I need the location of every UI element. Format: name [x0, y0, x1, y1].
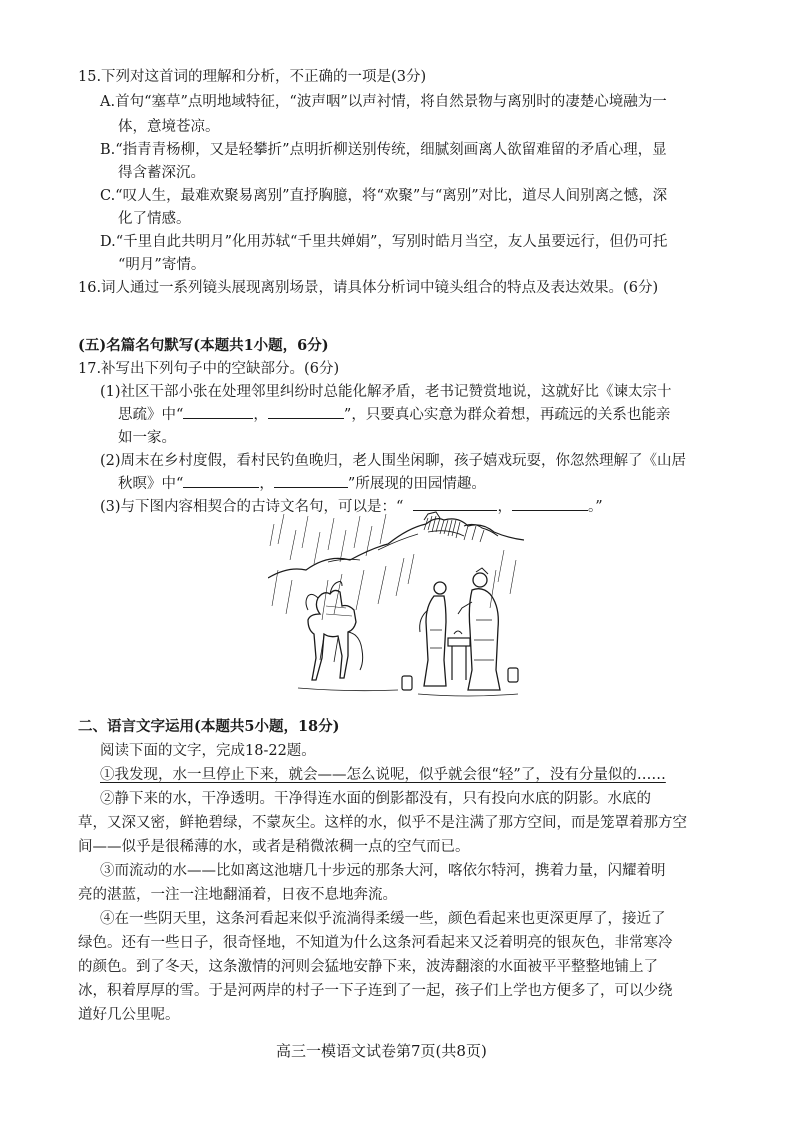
q15-option-c-line1: C.“叹人生，最难欢聚易离别”直抒胸臆，将“欢聚”与“离别”对比，道尽人间别离之憾，深 — [100, 188, 668, 204]
q17-p3-mid: ， — [497, 499, 512, 515]
q17-p2-post: ”所展现的田园情趣。 — [347, 476, 486, 492]
para4-line4: 冰，积着厚厚的雪。于是河两岸的村子一下子连到了一起，孩子们上学也方便多了，可以少绕 — [78, 983, 673, 999]
mountain-outline — [268, 519, 524, 578]
q17-p3-blank1[interactable] — [413, 496, 497, 511]
q17-p2-line2 — [118, 473, 486, 495]
farewell-illustration — [268, 510, 524, 710]
q16-text: 16.词人通过一系列镜头展现离别场景，请具体分析词中镜头组合的特点及表达效果。(6分) — [78, 280, 659, 296]
q17-p1-blank1[interactable] — [183, 404, 253, 419]
para4-line1: ④在一些阴天里，这条河看起来似乎流淌得柔缓一些，颜色看起来也更深更厚了，接近了 — [100, 911, 666, 927]
q15-option-a-line1: A.首句“塞草”点明地域特征，“波声咽”以声衬情，将自然景物与离别时的凄楚心境融为一 — [100, 94, 667, 110]
para2-line2: 草，又深又密，鲜艳碧绿，不蒙灰尘。这样的水，似乎不是注满了那方空间，而是笼罩着那方空 — [78, 815, 687, 831]
page-footer: 高三一模语文试卷第7页(共8页) — [276, 1042, 487, 1060]
q17-p3-post: 。” — [587, 499, 603, 515]
jar-right — [508, 668, 518, 682]
para4-line2: 绿色。还有一些日子，很奇怪地，不知道为什么这条河看起来又泛着明亮的银灰色，非常寒冷 — [78, 935, 673, 951]
q17-p3-pre: (3)与下图内容相契合的古诗文名句，可以是：“ — [100, 499, 404, 515]
q17-p1-pre: 思疏》中“ — [118, 407, 184, 423]
para1-underlined: ①我发现，水一旦停止下来，就会——怎么说呢，似乎就会很“轻”了，没有分量似的…… — [100, 767, 666, 783]
para2-line3: 间——似乎是很稀薄的水，或者是稍微浓稠一点的空气而已。 — [78, 839, 470, 855]
para2-line1: ②静下来的水，干净透明。干净得连水面的倒影都没有，只有投向水底的阴影。水底的 — [100, 791, 651, 807]
q17-p1-line1: (1)社区干部小张在处理邻里纠纷时总能化解矛盾，老书记赞赏地说，这就好比《谏太宗十 — [100, 384, 672, 400]
q15-option-d-line1: D.“千里自此共明月”化用苏轼“千里共婵娟”，写别时皓月当空，友人虽要远行，但仍可托 — [100, 234, 668, 250]
section2-intro: 阅读下面的文字，完成18-22题。 — [100, 743, 316, 759]
section5-title: (五)名篇名句默写(本题共1小题，6分) — [78, 337, 329, 354]
para3-line1: ③而流动的水——比如离这池塘几十步远的那条大河，喀依尔特河，携着力量，闪耀着明 — [100, 863, 666, 879]
rain-strokes — [270, 514, 516, 620]
q17-p2-line1: (2)周末在乡村度假，看村民钓鱼晚归，老人围坐闲聊，孩子嬉戏玩耍，你忽然理解了《山居 — [100, 453, 687, 469]
q17-p2-blank2[interactable] — [274, 473, 348, 488]
q17-p1-post: ”，只要真心实意为群众着想，再疏远的关系也能亲 — [343, 407, 671, 423]
para3-line2: 亮的湛蓝，一注一注地翻涌着，日夜不息地奔流。 — [78, 887, 397, 903]
horse — [306, 582, 363, 681]
q17-stem: 17.补写出下列句子中的空缺部分。(6分) — [78, 361, 340, 377]
q17-p1-line2 — [118, 404, 670, 426]
q17-p2-blank1[interactable] — [183, 473, 259, 488]
para4-line3: 的颜色。到了冬天，这条激情的河则会猛地安静下来，波涛翻滚的水面被平平整整地铺上了 — [78, 959, 658, 975]
q17-p2-mid: ， — [259, 476, 274, 492]
para4-line5: 道好几公里呢。 — [78, 1007, 180, 1023]
q15-option-a-line2: 体，意境苍凉。 — [118, 119, 220, 135]
figure-left — [420, 582, 446, 686]
q17-p2-pre: 秋暝》中“ — [118, 476, 184, 492]
q17-p3-blank2[interactable] — [512, 496, 588, 511]
section2-title: 二、语言文字运用(本题共5小题，18分) — [78, 718, 340, 735]
q17-p1-line3: 如一家。 — [118, 430, 176, 446]
jar-left — [402, 676, 412, 690]
q15-stem: 15.下列对这首词的理解和分析，不正确的一项是(3分) — [78, 69, 427, 85]
q15-option-d-line2: “明月”寄情。 — [118, 257, 206, 273]
table — [448, 631, 470, 680]
q17-p1-blank2[interactable] — [268, 404, 344, 419]
q15-option-c-line2: 化了情感。 — [118, 211, 191, 227]
q15-option-b-line1: B.“指青青杨柳，又是轻攀折”点明折柳送别传统，细腻刻画离人欲留难留的矛盾心理，显 — [100, 142, 667, 158]
q17-p1-mid: ， — [253, 407, 268, 423]
q15-option-b-line2: 得含蓄深沉。 — [118, 165, 205, 181]
